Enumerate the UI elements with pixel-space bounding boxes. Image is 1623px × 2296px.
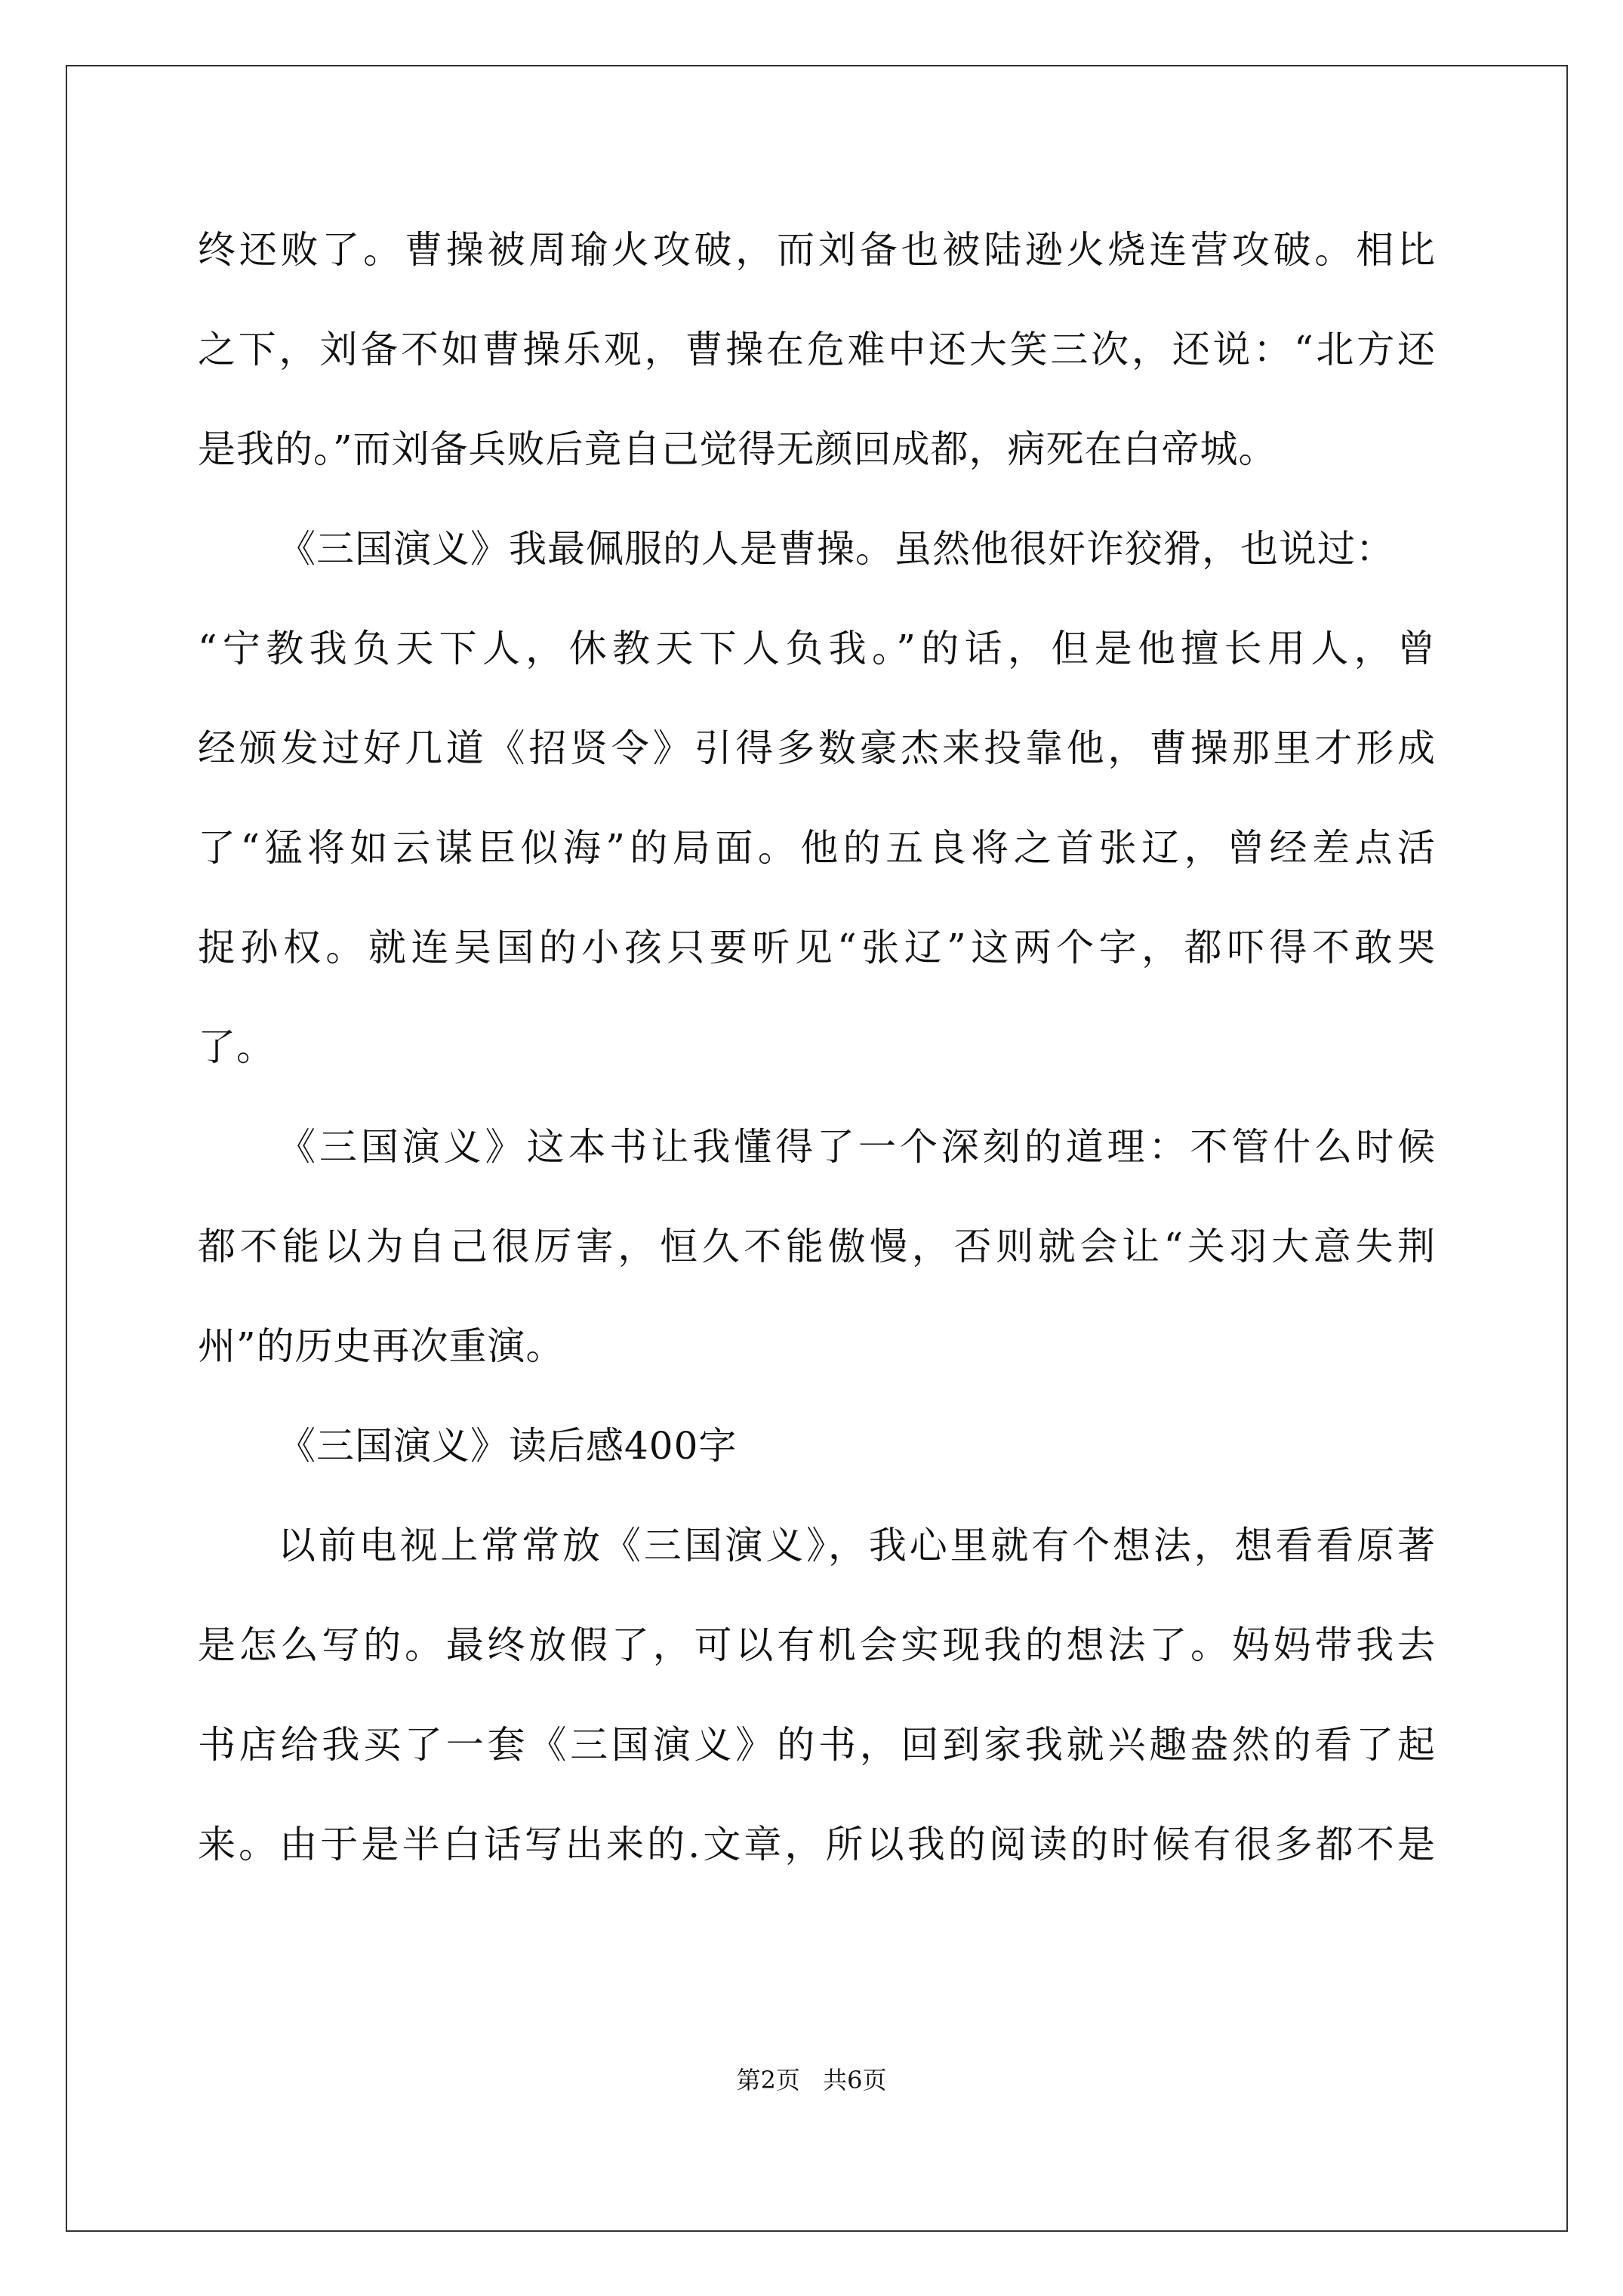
text-line: 之下，刘备不如曹操乐观，曹操在危难中还大笑三次，还说：“北方还 xyxy=(198,328,1436,371)
text-line: 了“猛将如云谋臣似海”的局面。他的五良将之首张辽，曾经差点活 xyxy=(198,826,1436,870)
section-heading: 《三国演义》读后感400字 xyxy=(278,1424,738,1468)
text-line: 书店给我买了一套《三国演义》的书，回到家我就兴趣盎然的看了起 xyxy=(198,1723,1436,1767)
text-line: 了。 xyxy=(198,1025,275,1069)
text-line: 《三国演义》这本书让我懂得了一个深刻的道理：不管什么时候 xyxy=(278,1125,1436,1169)
text-line: 是我的。”而刘备兵败后竟自己觉得无颜回成都，病死在白帝城。 xyxy=(198,427,1277,471)
page-footer xyxy=(0,2065,1623,2095)
text-line: 都不能以为自己很厉害，恒久不能傲慢，否则就会让“关羽大意失荆 xyxy=(198,1225,1436,1268)
text-line: 捉孙权。就连吴国的小孩只要听见“张辽”这两个字，都吓得不敢哭 xyxy=(198,926,1436,969)
text-line: “宁教我负天下人，休教天下人负我。”的话，但是他擅长用人，曾 xyxy=(198,627,1436,670)
text-line: 经颁发过好几道《招贤令》引得多数豪杰来投靠他，曹操那里才形成 xyxy=(198,726,1436,770)
text-line: 是怎么写的。最终放假了，可以有机会实现我的想法了。妈妈带我去 xyxy=(198,1623,1436,1667)
page-total: 共6页 xyxy=(823,2066,887,2094)
page-number: 第2页 xyxy=(736,2066,800,2094)
text-line: 州”的历史再次重演。 xyxy=(198,1324,565,1368)
text-line: 来。由于是半白话写出来的.文章，所以我的阅读的时候有很多都不是 xyxy=(198,1823,1436,1866)
text-line: 终还败了。曹操被周瑜火攻破，而刘备也被陆逊火烧连营攻破。相比 xyxy=(198,228,1436,272)
text-line: 以前电视上常常放《三国演义》，我心里就有个想法，想看看原著 xyxy=(278,1524,1436,1567)
text-line: 《三国演义》我最佩服的人是曹操。虽然他很奸诈狡猾，也说过： xyxy=(278,527,1394,571)
